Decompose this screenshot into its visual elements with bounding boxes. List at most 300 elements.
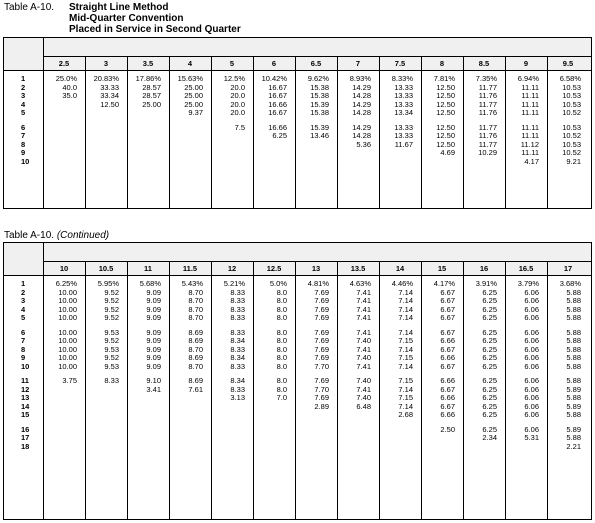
table1-period-header: 3.5 [142,59,154,68]
table1-period-header: 3 [103,59,109,68]
table2-value-cell: 6.06 [524,304,539,314]
table1-year-cell: 1 [21,74,26,83]
table2-value-cell: 3.13 [230,393,245,402]
table1-period-header: 4 [187,59,193,68]
table2-value-cell: 5.31 [524,433,539,442]
table1-value-cell: 16.67 [268,91,287,100]
table2-period-header: 15 [437,264,447,273]
table2-year-cell: 3 [21,296,26,305]
table1-value-cell: 9.37 [188,108,203,117]
table2-value-cell: 8.0 [276,376,287,385]
table1-column-divider [169,56,170,208]
table1-value-cell: 7.5 [234,122,245,132]
table2-period-header: 12.5 [266,264,282,273]
table2-value-cell: 6.06 [524,376,539,385]
table1-value-cell: 15.63% [177,74,203,83]
table2-value-cell: 6.06 [524,410,539,419]
table1-value-cell: 20.83% [93,74,119,83]
table2-period-header: 10 [59,264,69,273]
table2-value-cell: 10.00 [58,327,77,337]
table1-title-line-3: Placed in Service in Second Quarter [69,24,241,35]
table1-value-cell: 7.35% [475,74,497,83]
table2-value-cell: 9.52 [104,353,119,362]
table1-value-cell: 12.50 [436,82,455,92]
table2-value-cell: 2.89 [314,401,329,411]
table1-value-cell: 14.29 [352,122,371,132]
table2-value-cell: 7.15 [398,336,413,345]
table2-value-cell: 6.06 [524,313,539,322]
table2-value-cell: 6.25 [482,384,497,394]
table2-year-cell: 2 [21,287,26,297]
table2-value-cell: 8.34 [230,336,245,345]
table2-value-cell: 9.09 [146,327,161,337]
table2-value-cell: 7.14 [398,313,413,322]
table2-value-cell: 8.70 [188,296,203,305]
table2-column-divider [379,261,380,519]
table2-value-cell: 7.14 [398,327,413,337]
table1-value-cell: 11.77 [478,139,497,149]
table2-period-header: 16 [479,264,489,273]
table1-value-cell: 15.38 [310,91,329,100]
table1-header-rule [43,56,591,57]
table2-value-cell: 8.0 [276,296,287,305]
table1-value-cell: 12.50 [436,99,455,109]
table2-value-cell: 7.14 [398,384,413,394]
table1-value-cell: 11.11 [521,131,539,140]
table2-value-cell: 8.34 [230,376,245,385]
table2-value-cell: 6.06 [524,361,539,371]
table1-period-header: 8 [439,59,445,68]
table2-column-divider [169,261,170,519]
table2-value-cell: 6.25 [482,393,497,402]
table1-body-rule [4,70,591,71]
table2-value-cell: 5.88 [566,361,581,371]
table2-value-cell: 8.33 [230,296,245,305]
table2-year-divider [43,243,44,519]
table2-value-cell: 5.88 [566,304,581,314]
table1-value-cell: 25.00 [184,82,203,92]
table2-value-cell: 6.48 [356,401,371,411]
table1-year-cell: 2 [21,82,26,92]
table1-value-cell: 25.00 [184,91,203,100]
table2-value-cell: 7.40 [356,353,371,362]
table1-value-cell: 25.0% [55,74,77,83]
table2-value-cell: 3.75 [62,376,77,385]
table2-column-divider [421,261,422,519]
table2-value-cell: 5.88 [566,353,581,362]
table2-value-cell: 6.66 [440,410,455,419]
table1-value-cell: 11.11 [521,148,539,157]
table2-value-cell: 7.41 [356,344,371,354]
table2-value-cell: 7.69 [314,296,329,305]
table1-value-cell: 10.53 [562,139,581,149]
table1-value-cell: 14.28 [352,108,371,117]
table1-value-cell: 11.12 [520,139,539,149]
table2-period-header: 11 [144,264,152,273]
table2-value-cell: 8.70 [188,313,203,322]
table1-title-line-2: Mid-Quarter Convention [69,13,184,24]
table2-value-cell: 7.41 [356,296,371,305]
table2-value-cell: 7.69 [314,313,329,322]
table2-value-cell: 8.0 [276,327,287,337]
table2-value-cell: 7.41 [356,361,371,371]
table1-year-cell: 4 [21,99,26,109]
table1-value-cell: 11.77 [478,99,497,109]
table2-year-cell: 10 [21,361,30,371]
table1-column-divider [547,56,548,208]
table2-column-divider [463,261,464,519]
table2-value-cell: 3.68% [559,279,581,288]
table2-value-cell: 8.0 [276,353,287,362]
table2-value-cell: 6.25 [482,410,497,419]
table2-value-cell: 8.70 [188,344,203,354]
table1-value-cell: 11.77 [478,122,497,132]
table2-column-divider [127,261,128,519]
table1-value-cell: 35.0 [62,91,77,100]
table2-value-cell: 10.00 [58,296,77,305]
table2-value-cell: 6.06 [524,296,539,305]
table1-period-header: 2.5 [58,59,70,68]
table2-value-cell: 6.67 [440,344,455,354]
table1-column-divider [211,56,212,208]
table1-value-cell: 9.21 [566,156,581,166]
table2-value-cell: 6.66 [440,376,455,385]
table2-value-cell: 7.14 [398,344,413,354]
table2-value-cell: 8.0 [276,313,287,322]
table1-value-cell: 10.52 [562,131,581,140]
table1-year-cell: 7 [21,131,26,140]
table1-value-cell: 11.11 [521,91,539,100]
table1-value-cell: 13.33 [394,82,413,92]
table1-column-divider [127,56,128,208]
table2-value-cell: 10.00 [58,336,77,345]
table2-value-cell: 10.00 [58,353,77,362]
table2-title [4,230,109,241]
table2-value-cell: 2.50 [440,424,455,434]
table2-value-cell: 6.25 [482,361,497,371]
table2-value-cell: 7.69 [314,376,329,385]
table2-value-cell: 6.67 [440,313,455,322]
table2-value-cell: 7.69 [314,353,329,362]
table2-year-cell: 8 [21,344,26,354]
table2-value-cell: 7.14 [398,287,413,297]
table1 [3,37,592,209]
table2-value-cell: 6.66 [440,353,455,362]
table2-value-cell: 10.00 [58,361,77,371]
table1-period-header: 8.5 [478,59,490,68]
table1-value-cell: 13.33 [394,122,413,132]
table2-value-cell: 7.61 [188,384,203,394]
table2-value-cell: 9.09 [146,353,161,362]
table1-period-header: 7.5 [394,59,406,68]
table2-value-cell: 5.95% [97,279,119,288]
table2-value-cell: 8.0 [276,304,287,314]
table1-value-cell: 10.53 [562,99,581,109]
table2-value-cell: 8.69 [188,353,203,362]
table1-value-cell: 16.66 [268,99,287,109]
table2-value-cell: 6.66 [440,393,455,402]
table1-value-cell: 10.42% [261,74,287,83]
table1-value-cell: 16.67 [268,82,287,92]
table2-year-cell: 16 [21,424,30,434]
table1-value-cell: 12.50 [436,91,455,100]
table2-value-cell: 8.69 [188,376,203,385]
table1-column-divider [379,56,380,208]
table1-value-cell: 7.81% [433,74,455,83]
table2-value-cell: 8.33 [230,361,245,371]
table1-value-cell: 13.33 [394,131,413,140]
table2-value-cell: 9.52 [104,304,119,314]
table1-value-cell: 12.50 [436,139,455,149]
table1-year-cell: 6 [21,122,26,132]
table1-value-cell: 11.11 [521,122,539,132]
table2-value-cell: 6.25 [482,336,497,345]
table2-period-header: 12 [227,264,237,273]
table1-value-cell: 20.0 [230,82,245,92]
table2-value-cell: 6.25 [482,376,497,385]
table1-column-divider [85,56,86,208]
table2-value-cell: 8.70 [188,361,203,371]
table1-value-cell: 13.33 [394,91,413,100]
table2-value-cell: 2.21 [566,441,581,451]
table2-value-cell: 8.0 [276,361,287,371]
table2-value-cell: 5.88 [566,296,581,305]
table2-value-cell: 8.70 [188,287,203,297]
table2-period-header: 10.5 [98,264,114,273]
table2-value-cell: 8.0 [276,344,287,354]
table1-value-cell: 10.53 [562,122,581,132]
table2-value-cell: 9.09 [146,361,161,371]
table2-value-cell: 6.06 [524,424,539,434]
table1-value-cell: 13.46 [310,131,329,140]
table1-value-cell: 15.39 [310,99,329,109]
table2-value-cell: 5.88 [566,344,581,354]
table1-value-cell: 15.39 [310,122,329,132]
table2-value-cell: 5.88 [566,327,581,337]
table2-value-cell: 7.15 [398,353,413,362]
table1-year-cell: 10 [21,156,30,166]
table2-value-cell: 6.06 [524,327,539,337]
table2-value-cell: 8.33 [104,376,119,385]
table2-value-cell: 5.89 [566,401,581,411]
table2-value-cell: 8.69 [188,336,203,345]
table1-value-cell: 9.62% [307,74,329,83]
table2-value-cell: 8.0 [276,384,287,394]
table1-period-header: 6 [271,59,277,68]
table1-value-cell: 6.94% [517,74,539,83]
table2-year-cell: 17 [21,433,30,442]
table2-value-cell: 4.81% [307,279,329,288]
table2-value-cell: 10.00 [58,304,77,314]
table2-period-header: 17 [563,264,573,273]
table2-value-cell: 9.53 [104,361,119,371]
table1-value-cell: 5.36 [356,139,371,149]
table1-column-divider [505,56,506,208]
table2-value-cell: 4.46% [391,279,413,288]
table1-period-header: 5 [229,59,235,68]
table2-value-cell: 6.67 [440,361,455,371]
table1-value-cell: 11.76 [478,91,497,100]
table2-value-cell: 7.41 [356,327,371,337]
table1-year-cell: 8 [21,139,26,149]
table2-value-cell: 8.33 [230,287,245,297]
table2-value-cell: 5.68% [139,279,161,288]
table2-period-header: 13 [311,264,321,273]
table2-column-divider [547,261,548,519]
table2-value-cell: 6.25 [482,401,497,411]
table2-value-cell: 4.63% [349,279,371,288]
table2-value-cell: 6.67 [440,401,455,411]
table2-value-cell: 5.88 [566,393,581,402]
table2-value-cell: 5.88 [566,313,581,322]
table2-value-cell: 2.68 [398,410,413,419]
table2-value-cell: 7.41 [356,304,371,314]
table1-column-divider [295,56,296,208]
table2-year-cell: 12 [21,384,30,394]
table2-value-cell: 9.53 [104,327,119,337]
table2-value-cell: 9.09 [146,296,161,305]
table2-year-cell: 14 [21,401,30,411]
table2-title-prefix: Table A-10. [4,230,55,241]
table2-value-cell: 6.25 [482,296,497,305]
table1-value-cell: 10.52 [562,108,581,117]
table2-value-cell: 7.69 [314,336,329,345]
table1-value-cell: 10.52 [562,148,581,157]
table2-value-cell: 3.79% [517,279,539,288]
table2-value-cell: 8.33 [230,344,245,354]
table1-value-cell: 40.0 [62,82,77,92]
table2-value-cell: 7.69 [314,304,329,314]
table1-value-cell: 28.57 [142,82,161,92]
table1-value-cell: 15.38 [310,82,329,92]
table1-value-cell: 14.29 [352,99,371,109]
table1-period-header: 9 [523,59,529,68]
table1-value-cell: 16.67 [268,108,287,117]
table2-value-cell: 9.09 [146,336,161,345]
table2-value-cell: 6.06 [524,344,539,354]
table1-period-header: 9.5 [562,59,574,68]
table2-value-cell: 7.14 [398,296,413,305]
table2-header-rule [43,261,591,262]
table1-title-prefix: Table A-10. [4,2,55,13]
table1-value-cell: 10.53 [562,82,581,92]
table2-value-cell: 5.0% [269,279,287,288]
table1-value-cell: 25.00 [184,99,203,109]
table2-value-cell: 9.09 [146,313,161,322]
table2-value-cell: 6.06 [524,401,539,411]
table2-year-cell: 11 [21,376,29,385]
table1-value-cell: 17.86% [135,74,161,83]
table2-value-cell: 8.34 [230,353,245,362]
table1-value-cell: 8.93% [349,74,371,83]
table2-value-cell: 4.17% [433,279,455,288]
table1-value-cell: 11.11 [521,108,539,117]
table2-column-divider [85,261,86,519]
table2-value-cell: 6.25 [482,287,497,297]
table2-column-divider [337,261,338,519]
table2-value-cell: 5.88 [566,410,581,419]
table2-period-header: 11.5 [182,264,198,273]
table2-value-cell: 5.88 [566,376,581,385]
table2-value-cell: 7.69 [314,344,329,354]
table1-value-cell: 11.76 [478,108,497,117]
table2-value-cell: 9.52 [104,313,119,322]
table2-value-cell: 6.06 [524,393,539,402]
table2-value-cell: 10.00 [58,344,77,354]
table2-value-cell: 3.91% [475,279,497,288]
table2-value-cell: 8.0 [276,336,287,345]
table2-value-cell: 9.52 [104,336,119,345]
table1-value-cell: 20.0 [230,99,245,109]
table2-value-cell: 8.33 [230,327,245,337]
table1-column-divider [421,56,422,208]
table1-title-line-1: Straight Line Method [69,2,169,13]
table2-value-cell: 9.52 [104,296,119,305]
table1-value-cell: 10.53 [562,91,581,100]
table1-column-divider [463,56,464,208]
table1-year-cell: 9 [21,148,26,157]
table2-year-cell: 9 [21,353,26,362]
table2-value-cell: 6.06 [524,336,539,345]
table2-value-cell: 7.70 [314,361,329,371]
table2-value-cell: 7.41 [356,384,371,394]
table2-value-cell: 6.67 [440,287,455,297]
table2-column-divider [295,261,296,519]
table2-value-cell: 8.69 [188,327,203,337]
table2-value-cell: 9.09 [146,287,161,297]
table1-value-cell: 4.17 [524,156,539,166]
table1-value-cell: 11.67 [394,139,413,149]
table2-value-cell: 8.70 [188,304,203,314]
table1-value-cell: 14.28 [352,91,371,100]
table2-period-header: 16.5 [518,264,534,273]
table2-value-cell: 5.88 [566,287,581,297]
table1-value-cell: 16.66 [268,122,287,132]
table1-value-cell: 8.33% [391,74,413,83]
table1-value-cell: 11.76 [478,131,497,140]
table2-year-cell: 15 [21,410,30,419]
table2-value-cell: 7.15 [398,376,413,385]
table1-title [4,2,54,13]
table2-value-cell: 5.21% [223,279,245,288]
table2-year-cell: 13 [21,393,30,402]
table1-period-header: 6.5 [310,59,322,68]
table1-value-cell: 25.00 [142,99,161,109]
table2-year-cell: 7 [21,336,26,345]
table2-value-cell: 6.25 [482,344,497,354]
table2-value-cell: 9.09 [146,304,161,314]
table2-value-cell: 6.66 [440,336,455,345]
table2-value-cell: 8.0 [276,287,287,297]
table2-value-cell: 7.40 [356,393,371,402]
table2-value-cell: 7.40 [356,376,371,385]
table1-value-cell: 10.29 [478,148,497,157]
table1-column-divider [337,56,338,208]
table1-value-cell: 4.69 [440,148,455,157]
table2-value-cell: 7.69 [314,327,329,337]
table1-value-cell: 33.33 [100,82,119,92]
table1-value-cell: 14.29 [352,82,371,92]
table2-value-cell: 6.25 [482,424,497,434]
table2-value-cell: 9.09 [146,344,161,354]
table2-value-cell: 7.69 [314,393,329,402]
table1-value-cell: 11.77 [478,82,497,92]
table2-value-cell: 7.41 [356,287,371,297]
table2-value-cell: 6.67 [440,304,455,314]
table2-value-cell: 5.43% [181,279,203,288]
table2-value-cell: 6.06 [524,353,539,362]
table2-value-cell: 7.0 [276,393,287,402]
